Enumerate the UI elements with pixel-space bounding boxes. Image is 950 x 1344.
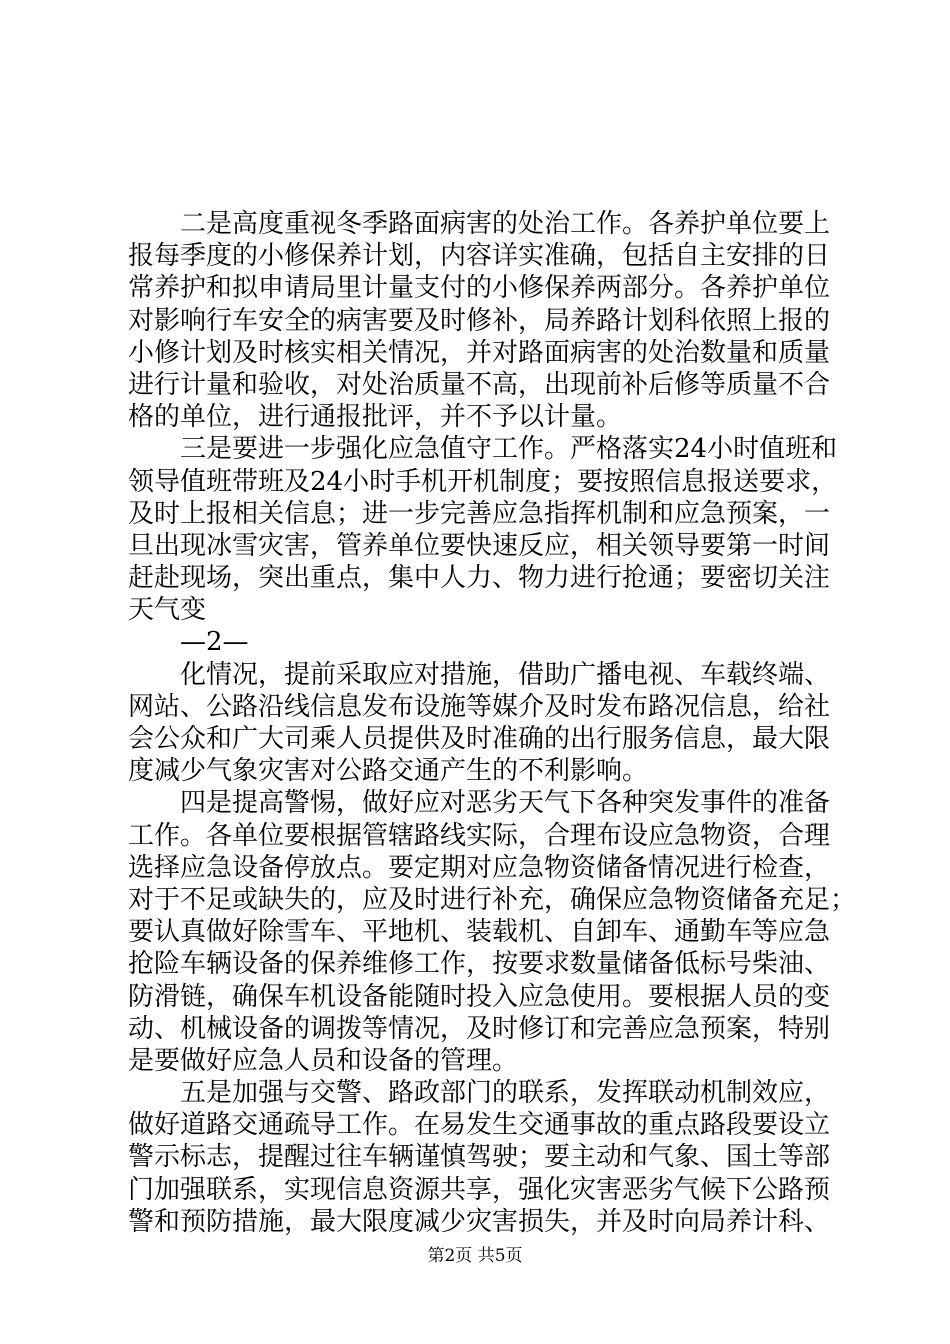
text-line: 化情况，提前采取应对措施，借助广播电视、车载终端、	[180, 659, 831, 690]
text-line: 报每季度的小修保养计划，内容详实准确，包括自主安排的日	[128, 241, 831, 272]
text-line: 三是要进一步强化应急值守工作。严格落实24小时值班和	[180, 434, 838, 465]
text-line: 五是加强与交警、路政部门的联系，发挥联动机制效应，	[180, 1078, 831, 1109]
page-footer	[0, 1244, 950, 1268]
text-line: 会公众和广大司乘人员提供及时准确的出行服务信息，最大限	[128, 724, 831, 754]
text-line: 四是提高警惕，做好应对恶劣天气下各种突发事件的准备	[180, 788, 831, 819]
text-line: 小修计划及时核实相关情况，并对路面病害的处治数量和质量	[128, 337, 831, 368]
text-line: 度减少气象灾害对公路交通产生的不利影响。	[128, 756, 649, 787]
text-line: 赶赴现场，突出重点，集中人力、物力进行抢通；要密切关注	[128, 563, 831, 594]
text-line: 旦出现冰雪灾害，管养单位要快速反应，相关领导要第一时间	[128, 530, 831, 561]
document-body	[128, 208, 857, 1238]
text-line: 警示标志，提醒过往车辆谨慎驾驶；要主动和气象、国土等部	[128, 1142, 831, 1173]
text-line: 二是高度重视冬季路面病害的处治工作。各养护单位要上	[180, 209, 831, 239]
text-line: 抢险车辆设备的保养维修工作，按要求数量储备低标号柴油、	[128, 949, 831, 980]
text-line: 对于不足或缺失的，应及时进行补充，确保应急物资储备充足；	[128, 884, 857, 915]
text-line: 网站、公路沿线信息发布设施等媒介及时发布路况信息，给社	[128, 691, 831, 722]
page-number-label: 第2页 共5页	[427, 1246, 523, 1266]
text-line: 是要做好应急人员和设备的管理。	[128, 1045, 519, 1076]
text-line: 工作。各单位要根据管辖路线实际，合理布设应急物资，合理	[128, 820, 831, 851]
text-line: 要认真做好除雪车、平地机、装载机、自卸车、通勤车等应急	[128, 917, 831, 948]
text-line: 天气变	[128, 595, 207, 626]
text-line: 选择应急设备停放点。要定期对应急物资储备情况进行检查，	[128, 852, 831, 883]
text-line: 防滑链，确保车机设备能随时投入应急使用。要根据人员的变	[128, 981, 831, 1012]
text-line: 动、机械设备的调拨等情况，及时修订和完善应急预案，特别	[128, 1013, 831, 1044]
text-line: —2—	[180, 627, 249, 658]
text-line: 格的单位，进行通报批评，并不予以计量。	[128, 402, 623, 433]
text-line: 进行计量和验收，对处治质量不高，出现前补后修等质量不合	[128, 369, 831, 400]
text-line: 对影响行车安全的病害要及时修补，局养路计划科依照上报的	[128, 305, 831, 336]
text-line: 做好道路交通疏导工作。在易发生交通事故的重点路段要设立	[128, 1110, 831, 1141]
text-line: 门加强联系，实现信息资源共享，强化灾害恶劣气候下公路预	[128, 1174, 831, 1205]
text-line: 领导值班带班及24小时手机开机制度；要按照信息报送要求，	[128, 466, 838, 497]
text-line: 警和预防措施，最大限度减少灾害损失，并及时向局养计科、	[128, 1206, 831, 1237]
text-line: 常养护和拟申请局里计量支付的小修保养两部分。各养护单位	[128, 273, 831, 304]
text-line: 及时上报相关信息；进一步完善应急指挥机制和应急预案，一	[128, 498, 831, 529]
